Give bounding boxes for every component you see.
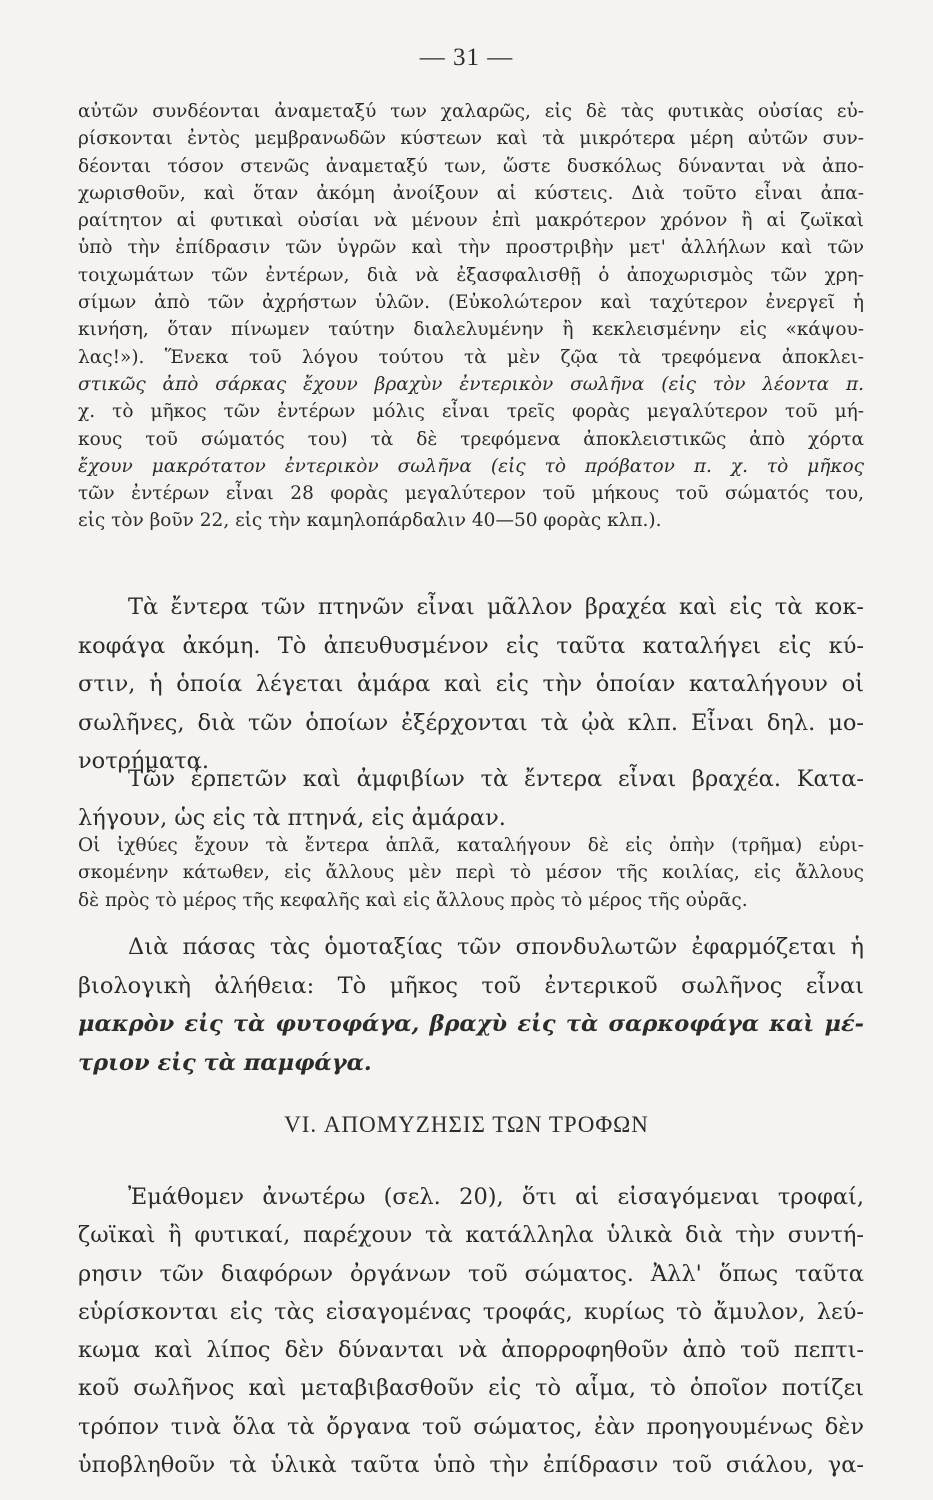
paragraph-reptiles <box>78 760 864 837</box>
text-line: στικῶς ἀπὸ σάρκας ἔχουν βραχὺν ἐντερικὸν σωλῆνα (εἰς τὸν λέοντα π. <box>78 373 864 395</box>
text-line: χ. τὸ μῆκος τῶν ἐντέρων μόλις εἶναι τρεῖς φορὰς μεγαλύτερον τοῦ μή- <box>78 401 864 423</box>
text-line: Οἱ ἰχθύες ἔχουν τὰ ἔντερα ἁπλᾶ, καταλήγουν δὲ εἰς ὀπὴν (τρῆμα) εὑρι- <box>78 835 864 856</box>
text-line: λας!»). Ἕνεκα τοῦ λόγου τούτου τὰ μὲν ζῷα τὰ τρεφόμενα ἀποκλει- <box>78 346 864 368</box>
text-line: βιολογικὴ ἀλήθεια: Τὸ μῆκος τοῦ ἐντερικοῦ σωλῆνος εἶναι <box>78 972 864 999</box>
text-line: εὑρίσκονται εἰς τὰς εἰσαγομένας τροφάς, κυρίως τὸ ἄμυλον, λεύ- <box>78 1298 864 1325</box>
text-line: τῶν ἐντέρων εἶναι 28 φορὰς μεγαλύτερον τοῦ μήκους τοῦ σώματός του, <box>78 483 864 505</box>
section-heading: VI. ΑΠΟΜΥΖΗΣΙΣ ΤΩΝ ΤΡΟΦΩΝ <box>284 1112 649 1137</box>
text-line: ραίτητον αἱ φυτικαὶ οὐσίαι νὰ μένουν ἐπὶ μακρότερον χρόνον ἢ αἱ ζωϊκαὶ <box>78 210 864 232</box>
text-line: ρησιν τῶν διαφόρων ὀργάνων τοῦ σώματος. Ἀλλ' ὅπως ταῦτα <box>78 1260 864 1287</box>
text-line: δέονται τόσον στενῶς ἀναμεταξύ των, ὥστε δυσκόλως δύνανται νὰ ἀπο- <box>78 155 864 177</box>
text-line: στιν, ἡ ὁποία λέγεται ἀμάρα καὶ εἰς τὴν ὁποίαν καταλήγουν οἱ <box>78 671 864 697</box>
text-line: τοιχωμάτων τῶν ἐντέρων, διὰ νὰ ἐξασφαλισθῇ ὁ ἀποχωρισμὸς τῶν χρη- <box>78 264 864 286</box>
text-line: αὐτῶν συνδέονται ἀναμεταξύ των χαλαρῶς, εἰς δὲ τὰς φυτικὰς οὐσίας εὑ- <box>78 101 864 122</box>
text-line: κοῦ σωλῆνος καὶ μεταβιβασθοῦν εἰς τὸ αἷμα, τὸ ὁποῖον ποτίζει <box>78 1375 864 1402</box>
paragraph-absorption <box>78 1178 864 1484</box>
text-line: σκομένην κάτωθεν, εἰς ἄλλους μὲν περὶ τὸ μέσον τῆς κοιλίας, εἰς ἄλλους <box>78 862 864 884</box>
paragraph-digestion-plants <box>78 98 864 535</box>
text-line: ἔχουν μακρότατον ἐντερικὸν σωλῆνα (εἰς τὸ πρόβατον π. χ. τὸ μῆκος <box>78 455 864 477</box>
text-line: εἰς τὸν βοῦν 22, εἰς τὴν καμηλοπάρδαλιν 40—50 φορὰς κλπ.). <box>78 510 662 532</box>
text-line: Τὰ ἔντερα τῶν πτηνῶν εἶναι μᾶλλον βραχέα καὶ εἰς τὰ κοκ- <box>128 594 864 620</box>
text-line: χωρισθοῦν, καὶ ὅταν ἀκόμη ἀνοίξουν αἱ κύστεις. Διὰ τοῦτο εἶναι ἀπα- <box>78 182 864 204</box>
text-line: ζωϊκαὶ ἢ φυτικαί, παρέχουν τὰ κατάλληλα ὑλικὰ διὰ τὴν συντή- <box>78 1222 864 1249</box>
page-number: — 31 — <box>419 44 514 71</box>
text-line: νοτρήματα. <box>78 748 209 774</box>
paragraph-fish <box>78 832 864 914</box>
text-line: σωλῆνες, διὰ τῶν ὁποίων ἐξέρχονται τὰ ᾠὰ κλπ. Εἶναι δηλ. μο- <box>78 709 864 736</box>
text-line: σίμων ἀπὸ τῶν ἀχρήστων ὑλῶν. (Εὐκολώτερον καὶ ταχύτερον ἐνεργεῖ ἡ <box>78 292 864 314</box>
text-line: κους τοῦ σώματός του) τὰ δὲ τρεφόμενα ἀποκλειστικῶς ἀπὸ χόρτα <box>78 428 864 450</box>
text-line: τριον εἰς τὰ παμφάγα. <box>78 1049 372 1076</box>
text-line: Τῶν ἑρπετῶν καὶ ἀμφιβίων τὰ ἔντερα εἶναι βραχέα. Κατα- <box>128 766 864 792</box>
text-line: ρίσκονται ἐντὸς μεμβρανωδῶν κύστεων καὶ τὰ μικρότερα μέρη αὐτῶν συν- <box>78 128 864 150</box>
text-line: Διὰ πάσας τὰς ὁμοταξίας τῶν σπονδυλωτῶν ἐφαρμόζεται ἡ <box>128 934 864 960</box>
text-line: Ἐμάθομεν ἀνωτέρω (σελ. 20), ὅτι αἱ εἰσαγόμεναι τροφαί, <box>128 1184 864 1210</box>
text-line: τρόπον τινὰ ὅλα τὰ ὄργανα τοῦ σώματος, ἐὰν προηγουμένως δὲν <box>78 1413 864 1440</box>
text-line: ὑποβληθοῦν τὰ ὑλικὰ ταῦτα ὑπὸ τὴν ἐπίδρασιν τοῦ σιάλου, γα- <box>78 1452 864 1479</box>
text-line: λήγουν, ὡς εἰς τὰ πτηνά, εἰς ἀμάραν. <box>78 804 506 831</box>
text-line: κοφάγα ἀκόμη. Τὸ ἀπευθυσμένον εἰς ταῦτα καταλήγει εἰς κύ- <box>78 632 864 659</box>
paragraph-birds <box>78 588 864 781</box>
text-line: δὲ πρὸς τὸ μέρος τῆς κεφαλῆς καὶ εἰς ἄλλους πρὸς τὸ μέρος τῆς οὐρᾶς. <box>78 889 748 911</box>
text-line: ὑπὸ τὴν ἐπίδρασιν τῶν ὑγρῶν καὶ τὴν προστριβὴν μετ' ἀλλήλων καὶ τῶν <box>78 237 864 259</box>
paragraph-biological-truth <box>78 928 864 1082</box>
text-line: κινήση, ὅταν πίνωμεν ταύτην διαλελυμένην ἢ κεκλεισμένην εἰς «κάψου- <box>78 319 864 341</box>
text-line: κωμα καὶ λίπος δὲν δύνανται νὰ ἀπορροφηθοῦν ἀπὸ τοῦ πεπτι- <box>78 1337 864 1364</box>
text-line: μακρὸν εἰς τὰ φυτοφάγα, βραχὺ εἰς τὰ σαρκοφάγα καὶ μέ- <box>78 1011 864 1037</box>
